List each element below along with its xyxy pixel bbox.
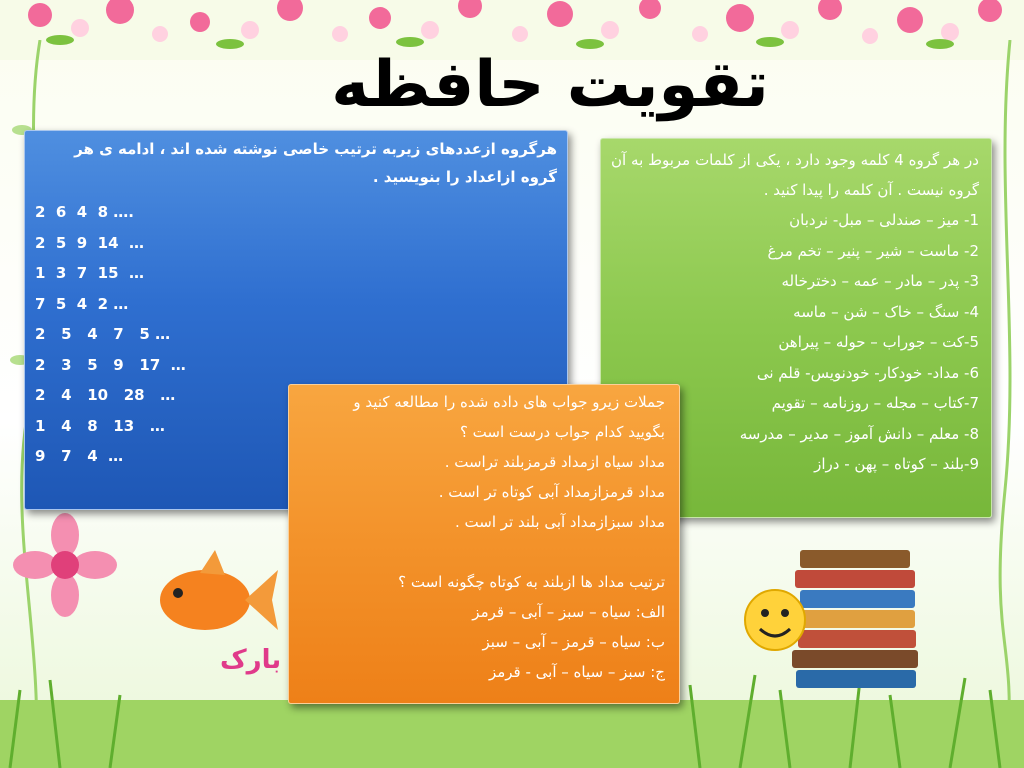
- smiley-icon: [740, 585, 810, 655]
- word-group-item: 1- میز – صندلی – مبل- نردبان: [789, 211, 979, 229]
- riddle-line: بگویید کدام جواب درست است ؟: [459, 423, 665, 441]
- answer-option: ب: سیاه – قرمز – آبی – سبز: [482, 633, 665, 651]
- vine-icon: [990, 40, 1024, 740]
- sequence-line: 7 5 4 2 …: [35, 294, 129, 313]
- word-group-item: 3- پدر – مادر – عمه – دخترخاله: [781, 272, 979, 290]
- sequence-line: 2 3 5 9 17 …: [35, 355, 186, 374]
- mubarak-logo: بارک: [220, 645, 282, 675]
- answer-option: ج: سبز – سیاه – آبی - قرمز: [488, 663, 665, 681]
- word-group-item: 4- سنگ – خاک – شن – ماسه: [793, 302, 979, 321]
- pink-flower-icon: [10, 510, 120, 620]
- spacer: [299, 537, 665, 567]
- sequence-line: 1 3 7 15 …: [35, 264, 144, 282]
- word-group-item: 2- ماست – شیر – پنیر – تخم مرغ: [767, 241, 979, 260]
- pencil-riddle-panel: [288, 384, 680, 704]
- answer-option: الف: سیاه – سبز – آبی – قرمز: [472, 603, 665, 621]
- sequence-line: 2 6 4 8 ….: [35, 203, 135, 221]
- slide-title: تقویت حافظه: [331, 48, 769, 122]
- odd-word-instruction: در هر گروه 4 کلمه وجود دارد ، یکی از کلمات مربوط به آن گروه نیست . آن کلمه را پیدا کنید .: [611, 151, 979, 199]
- riddle-line: مداد سبزازمداد آبی بلند تر است .: [455, 513, 665, 531]
- sequence-line: 9 7 4 …: [35, 447, 124, 465]
- word-group-item: 7-کتاب – مجله – روزنامه – تقویم: [771, 394, 979, 412]
- riddle-line: مداد سیاه ازمداد قرمزبلند تراست .: [444, 453, 665, 471]
- sequence-line: 1 4 8 13 …: [35, 416, 165, 435]
- riddle-line: مداد قرمزازمداد آبی کوتاه تر است .: [438, 483, 665, 501]
- word-group-item: 9-بلند – کوتاه – پهن - دراز: [814, 455, 979, 473]
- word-group-item: 6- مداد- خودکار- خودنویس- قلم نی: [756, 363, 979, 382]
- word-group-item: 8- معلم – دانش آموز – مدیر – مدرسه: [739, 424, 979, 443]
- sequence-line: 2 5 9 14 …: [35, 233, 144, 252]
- fish-icon: [150, 545, 280, 645]
- riddle-question: ترتیب مداد ها ازبلند به کوتاه چگونه است ؟: [398, 573, 665, 591]
- sequences-instruction: هرگروه ازعددهای زیربه ترتیب خاصی نوشته شده اند ، ادامه ی هر گروه ازاعداد را بنویسید .: [74, 140, 557, 186]
- sequence-line: 2 4 10 28 …: [35, 386, 176, 404]
- riddle-line: جملات زیرو جواب های داده شده را مطالعه کنید و: [353, 393, 665, 411]
- word-group-item: 5-کت – جوراب – حوله – پیراهن: [778, 333, 979, 351]
- sequence-line: 2 5 4 7 5 …: [35, 325, 171, 343]
